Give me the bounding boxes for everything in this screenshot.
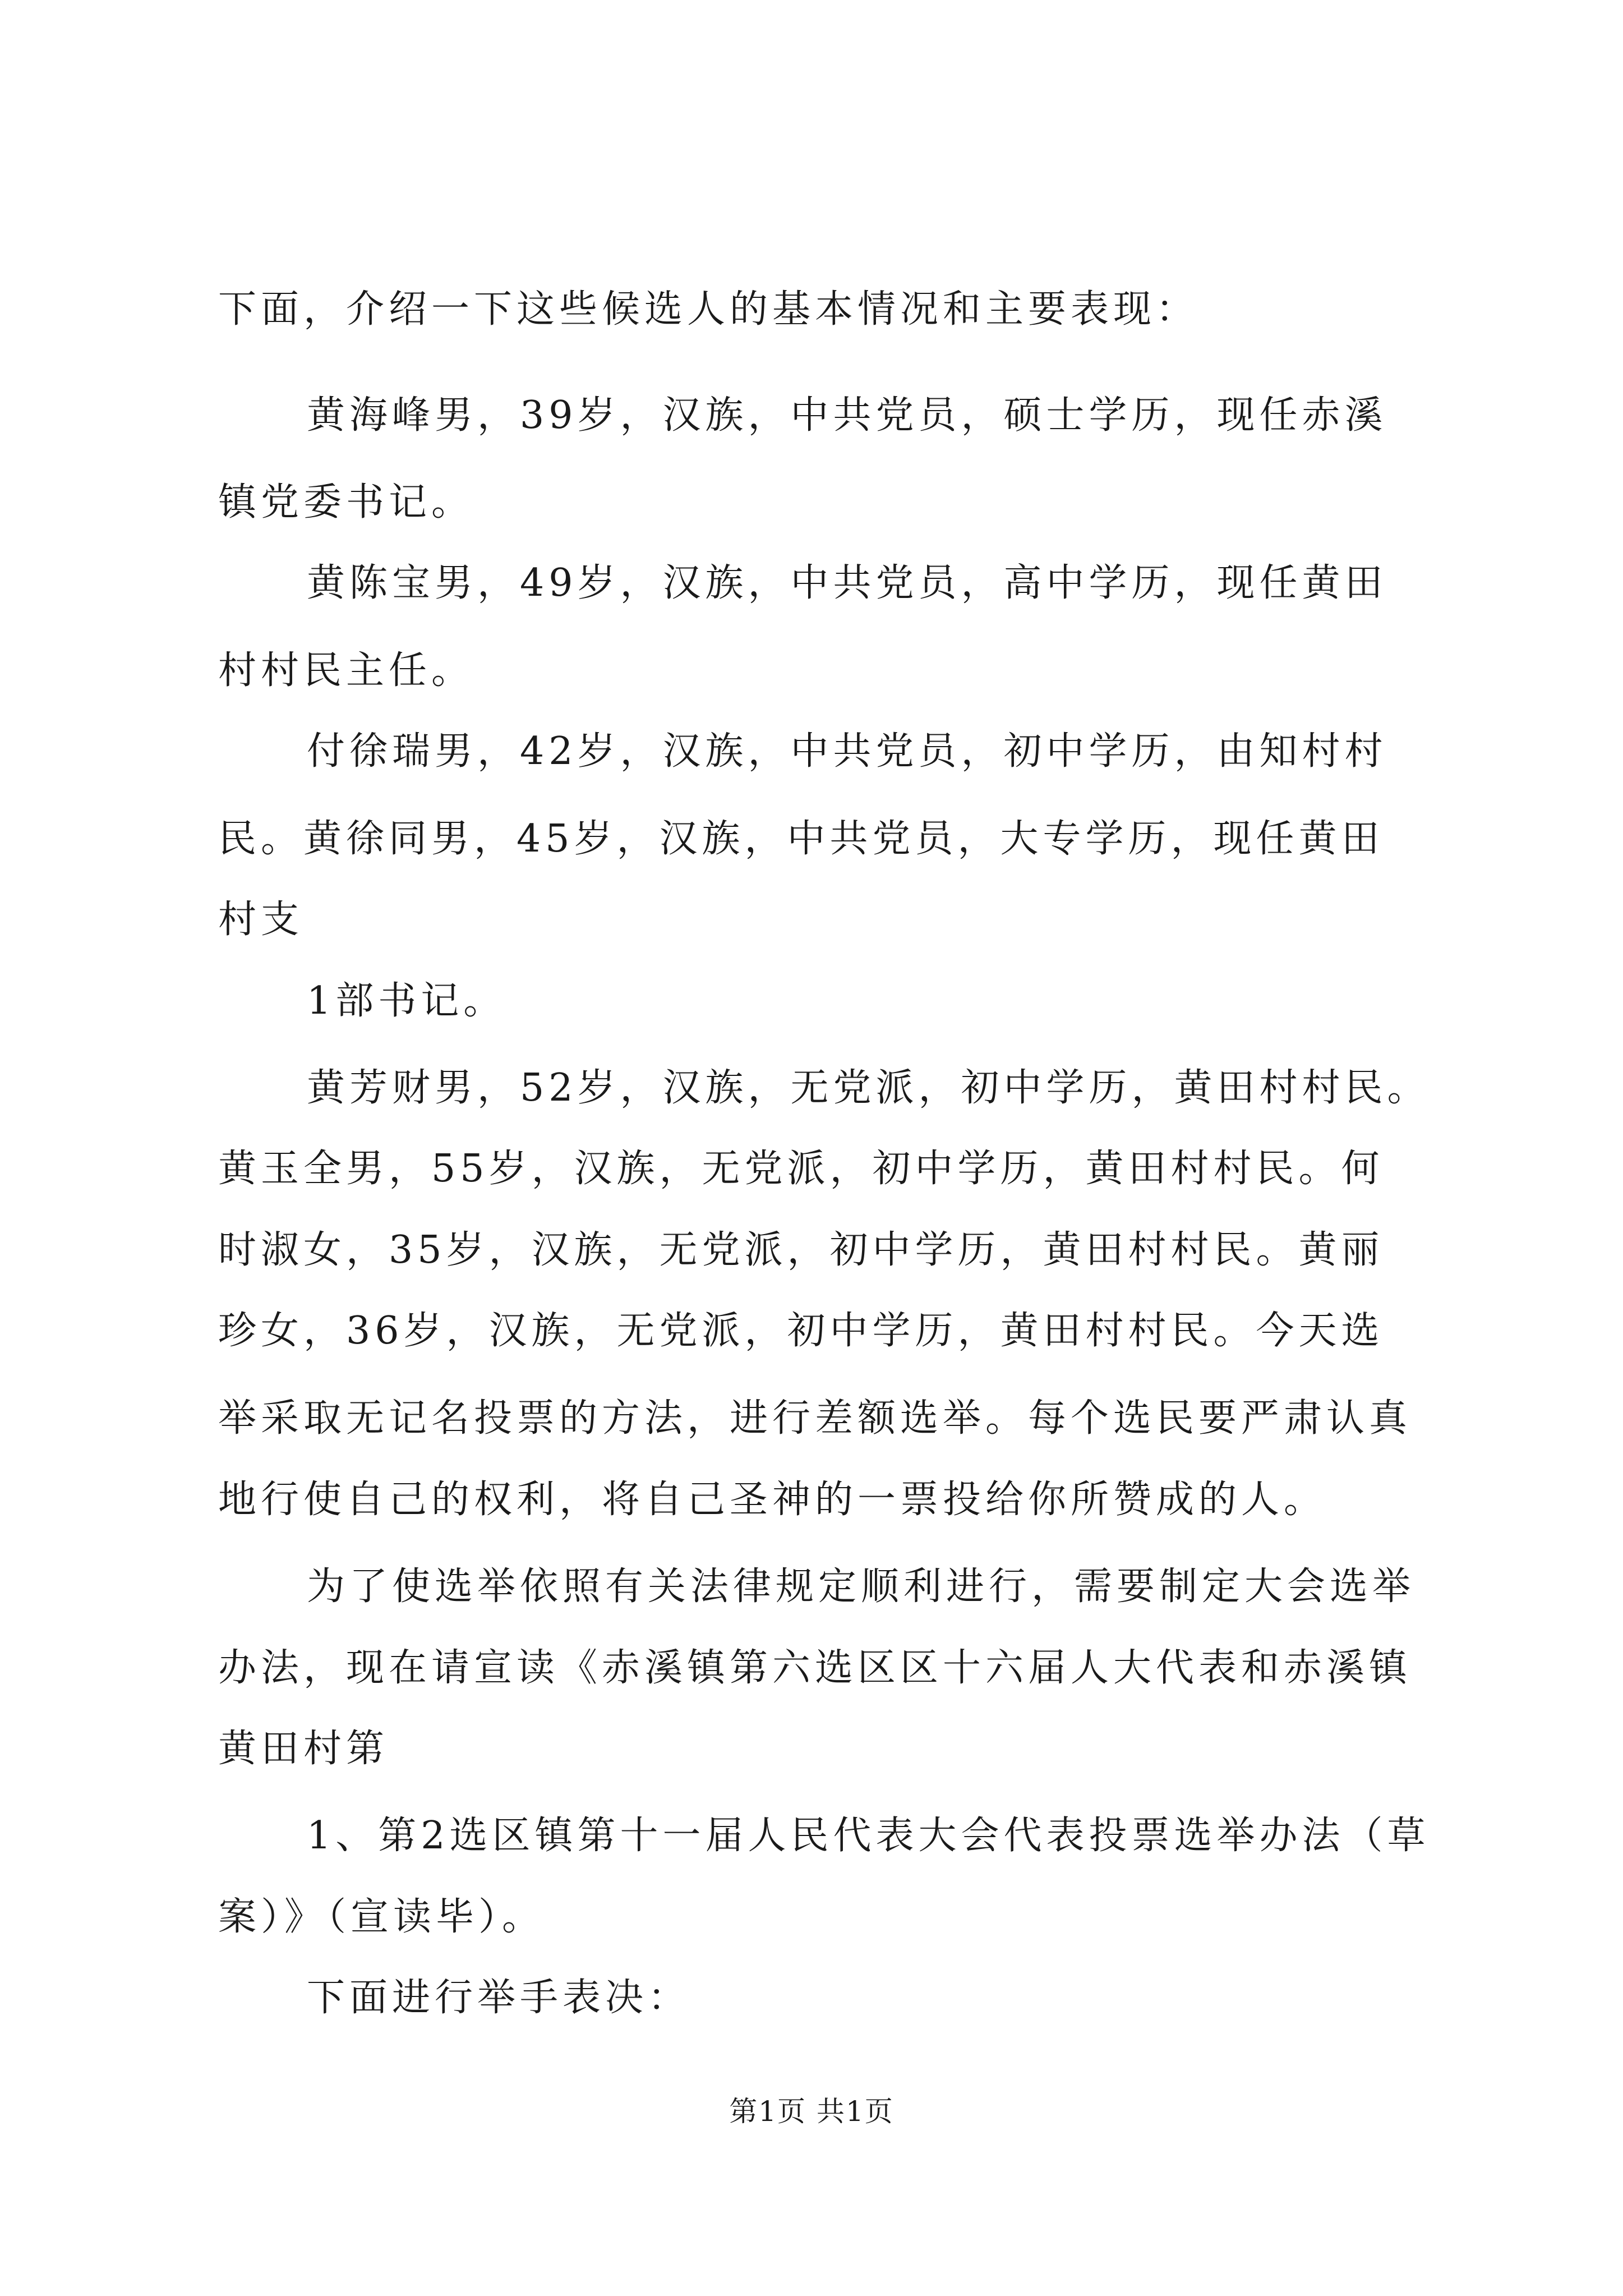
text-line: 地行使自己的权利，将自己圣神的一票投给你所赞成的人。 bbox=[218, 1478, 1327, 1522]
text-line: 举采取无记名投票的方法，进行差额选举。每个选民要严肃认真 bbox=[218, 1396, 1412, 1441]
text-line: 为了使选举依照有关法律规定顺利进行，需要制定大会选举 bbox=[307, 1565, 1415, 1609]
text-line: 1、第2选区镇第十一届人民代表大会代表投票选举办法（草 bbox=[307, 1814, 1430, 1858]
text-line: 时淑女，35岁，汉族，无党派，初中学历，黄田村村民。黄丽 bbox=[218, 1228, 1384, 1272]
text-line: 村村民主任。 bbox=[218, 648, 474, 693]
text-line: 珍女，36岁，汉族，无党派，初中学历，黄田村村民。今天选 bbox=[218, 1309, 1384, 1353]
text-line: 黄陈宝男，49岁，汉族，中共党员，高中学历，现任黄田 bbox=[307, 561, 1387, 605]
text-line: 黄海峰男，39岁，汉族，中共党员，硕士学历，现任赤溪 bbox=[307, 393, 1387, 438]
text-line: 办法，现在请宣读《赤溪镇第六选区区十六届人大代表和赤溪镇 bbox=[218, 1646, 1412, 1690]
text-line: 下面，介绍一下这些候选人的基本情况和主要表现： bbox=[218, 287, 1199, 332]
text-line: 黄田村第 bbox=[218, 1727, 389, 1771]
text-line: 民。黄徐同男，45岁，汉族，中共党员，大专学历，现任黄田 bbox=[218, 817, 1384, 861]
text-line: 镇党委书记。 bbox=[218, 480, 474, 524]
text-line: 下面进行举手表决： bbox=[307, 1976, 691, 2020]
text-line: 付徐瑞男，42岁，汉族，中共党员，初中学历，由知村村 bbox=[307, 729, 1387, 774]
text-line: 1部书记。 bbox=[307, 979, 506, 1023]
text-line: 案）》（宣读毕）。 bbox=[218, 1895, 545, 1939]
text-line: 黄玉全男，55岁，汉族，无党派，初中学历，黄田村村民。何 bbox=[218, 1147, 1384, 1191]
page-number-footer: 第1页 共1页 bbox=[729, 2095, 894, 2128]
text-line: 村支 bbox=[218, 898, 304, 942]
text-line: 黄芳财男，52岁，汉族，无党派，初中学历，黄田村村民。 bbox=[307, 1066, 1430, 1110]
